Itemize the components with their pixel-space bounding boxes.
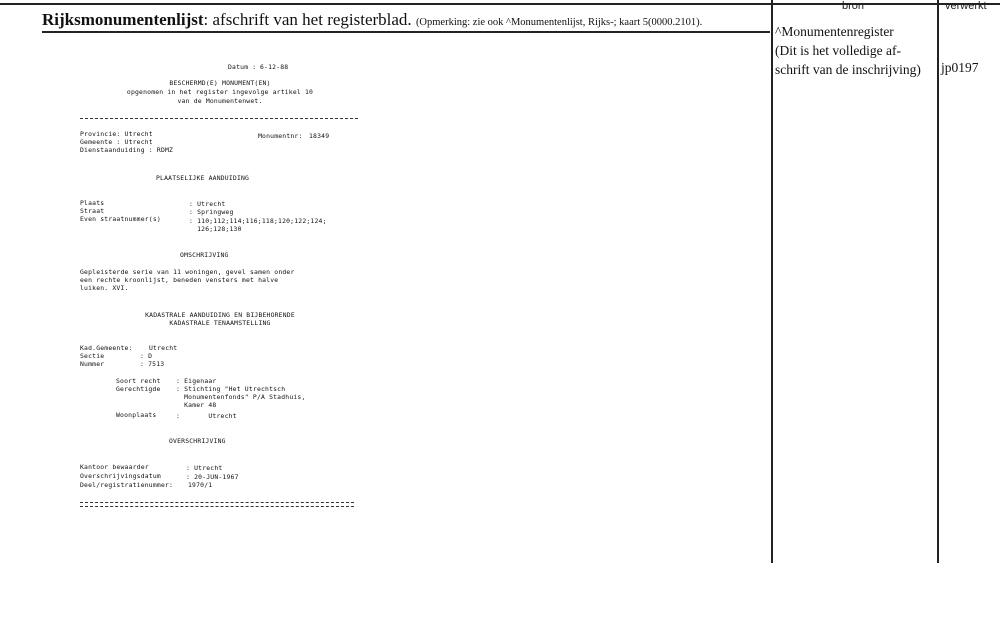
verwerkt-column-header: verwerkt	[945, 0, 987, 12]
header-rule	[42, 31, 770, 33]
bron-line: schrift van de inschrijving)	[775, 62, 921, 77]
omschrijving-line: luiken. XVI.	[80, 284, 129, 292]
gemeente-line: Gemeente : Utrecht	[80, 138, 153, 146]
woonplaats-value: : Utrecht	[176, 412, 237, 420]
gerechtigde-value: Monumentenfonds" P/A Stadhuis,	[176, 393, 306, 401]
woonplaats-label: Woonplaats	[116, 411, 157, 419]
section-heading: OMSCHRIJVING	[180, 251, 229, 259]
even-value: 126;128;130	[189, 225, 242, 233]
nummer-value: : 7513	[140, 360, 165, 368]
bron-text	[775, 22, 935, 79]
section-heading: KADASTRALE AANDUIDING EN BIJBEHORENDE	[145, 311, 295, 319]
gerechtigde-value: Kamer 48	[176, 401, 217, 409]
straat-value: : Springweg	[189, 208, 234, 216]
soort-value: : Eigenaar	[176, 377, 217, 385]
monumentnr-value: 18349	[309, 132, 330, 140]
datum-value: 6-12-88	[260, 63, 289, 71]
dienst-line: Dienstaanduiding : RDMZ	[80, 146, 174, 154]
column-divider	[937, 0, 939, 563]
bron-line: (Dit is het volledige af-	[775, 43, 901, 58]
monumentnr-label: Monumentnr:	[258, 132, 303, 140]
sheet-subtitle: opgenomen in het register ingevolge artikel 10	[126, 88, 314, 96]
provincie-line: Provincie: Utrecht	[80, 130, 153, 138]
page-title	[42, 10, 702, 30]
kantoor-label: Kantoor bewaarder	[80, 463, 149, 471]
kantoor-value: : Utrecht	[186, 464, 223, 472]
even-value: : 110;112;114;116;118;120;122;124;	[189, 217, 327, 225]
section-heading: KADASTRALE TENAAMSTELLING	[169, 319, 271, 327]
plaats-label: Plaats	[80, 199, 105, 207]
title-rest: : afschrift van het registerblad.	[203, 10, 412, 29]
sheet-subtitle: van de Monumentenwet.	[177, 97, 263, 105]
kad-gemeente-label: Kad.Gemeente:	[80, 344, 133, 352]
nummer-label: Nummer	[80, 360, 105, 368]
deel-value: 1970/1	[188, 481, 213, 489]
title-bold: Rijksmonumentenlijst	[42, 10, 204, 29]
omschrijving-line: Gepleisterde serie van 11 woningen, gevel samen onder	[80, 268, 295, 276]
even-label: Even straatnummer(s)	[80, 215, 161, 223]
column-divider	[771, 0, 773, 563]
title-note: (Opmerking: zie ook ^Monumentenlijst, Rijks-; kaart 5(0000.2101).	[415, 17, 703, 28]
plaats-value: : Utrecht	[189, 200, 226, 208]
datum-label: Datum :	[228, 63, 257, 71]
deel-label: Deel/registratienummer:	[80, 481, 174, 489]
bron-column-header: bron	[842, 0, 865, 12]
section-heading: OVERSCHRIJVING	[169, 437, 226, 445]
sectie-value: : D	[140, 352, 153, 360]
sectie-label: Sectie	[80, 352, 105, 360]
dashed-rule	[80, 118, 358, 119]
section-heading: PLAATSELIJKE AANDUIDING	[156, 174, 250, 182]
gerechtigde-label: Gerechtigde	[116, 385, 161, 393]
omschrijving-line: een rechte kroonlijst, beneden vensters met halve	[80, 276, 279, 284]
overschrijvingsdatum-label: Overschrijvingsdatum	[80, 472, 161, 480]
kad-gemeente-value: Utrecht	[149, 344, 178, 352]
gerechtigde-value: : Stichting "Het Utrechtsch	[176, 385, 286, 393]
soort-label: Soort recht	[116, 377, 161, 385]
verwerkt-value: jp0197	[941, 60, 979, 75]
overschrijvingsdatum-value: : 20-JUN-1967	[186, 473, 239, 481]
bron-line: ^Monumentenregister	[775, 24, 894, 39]
sheet-title: BESCHERMD(E) MONUMENT(EN)	[169, 79, 271, 87]
double-dashed-rule	[80, 502, 354, 507]
straat-label: Straat	[80, 207, 105, 215]
